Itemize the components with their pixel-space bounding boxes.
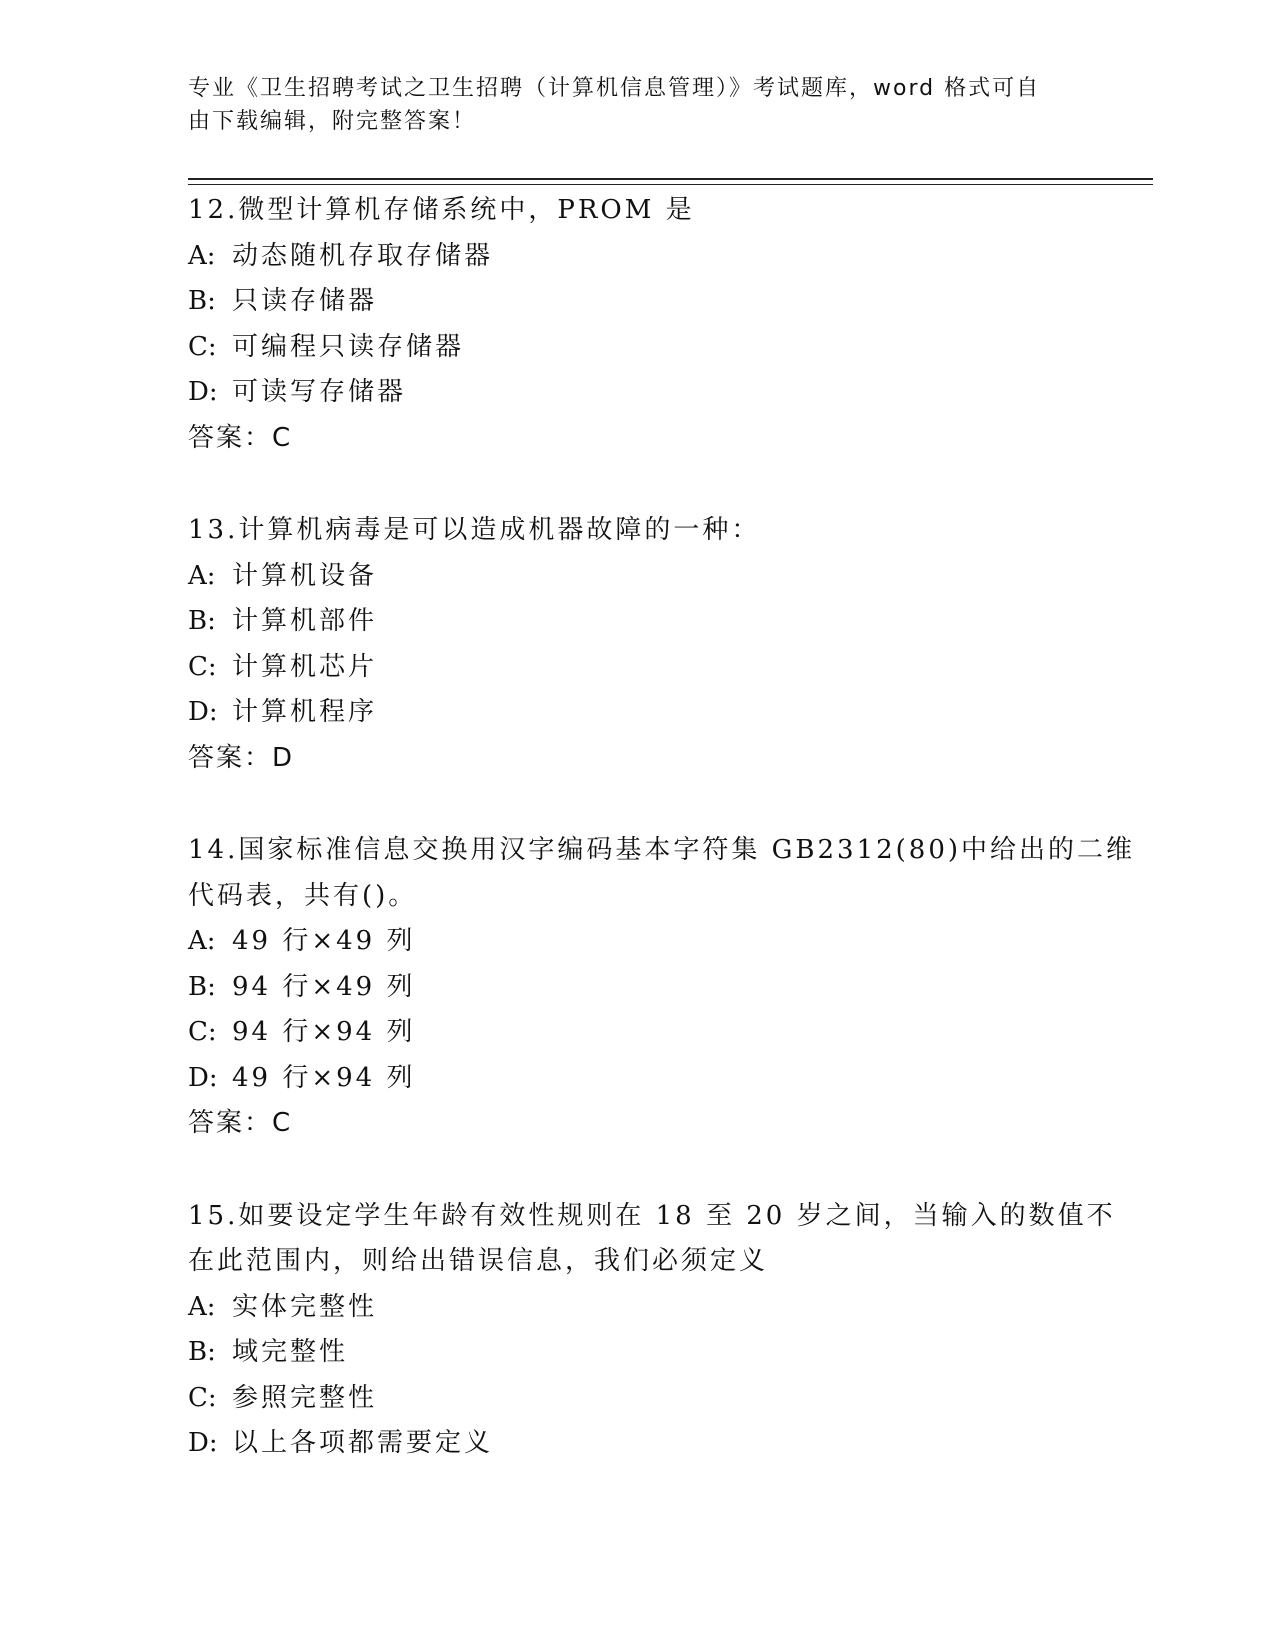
header-line-1: 专业《卫生招聘考试之卫生招聘（计算机信息管理）》考试题库，word 格式可自 [188, 76, 1041, 101]
option-text: 94 行×49 列 [232, 971, 416, 1002]
option-text: 计算机程序 [232, 697, 378, 727]
option-b [188, 1330, 1088, 1376]
option-a [188, 554, 1088, 600]
option-letter: B: [188, 971, 216, 1002]
question-stem-line-1: 15.如要设定学生年龄有效性规则在 18 至 20 岁之间，当输入的数值不 [188, 1200, 1116, 1231]
question-stem: 12.微型计算机存储系统中，PROM 是 [188, 195, 695, 225]
document-header [188, 72, 1088, 138]
header-line-2: 由下载编辑，附完整答案！ [188, 109, 477, 134]
option-letter: D: [188, 697, 218, 727]
option-a [188, 1285, 1088, 1331]
question-stem-line-2: 代码表，共有()。 [188, 880, 418, 911]
option-text: 计算机部件 [232, 606, 378, 636]
option-letter: D: [188, 1428, 218, 1458]
question-list [188, 188, 1136, 1514]
option-letter: C: [188, 1017, 217, 1047]
option-text: 可读写存储器 [232, 377, 407, 407]
option-letter: A: [188, 1291, 216, 1322]
question-14 [188, 828, 1136, 1147]
option-letter: C: [188, 651, 217, 682]
option-letter: D: [188, 1062, 218, 1093]
option-d [188, 1421, 1088, 1467]
option-letter: B: [188, 286, 216, 316]
option-text: 计算机芯片 [232, 651, 378, 682]
option-text: 以上各项都需要定义 [232, 1428, 494, 1458]
option-letter: A: [188, 560, 216, 591]
option-a [188, 919, 1088, 965]
option-text: 只读存储器 [232, 286, 378, 316]
header-divider-thin [188, 184, 1153, 185]
option-b [188, 965, 1088, 1011]
option-letter: A: [188, 240, 216, 271]
option-text: 可编程只读存储器 [232, 331, 465, 362]
answer-line: 答案：D [188, 742, 295, 773]
option-c [188, 325, 1088, 371]
option-b [188, 599, 1088, 645]
option-text: 域完整性 [232, 1337, 349, 1367]
option-letter: B: [188, 1337, 216, 1367]
option-a [188, 234, 1088, 280]
option-letter: B: [188, 606, 216, 636]
question-15 [188, 1194, 1116, 1467]
option-letter: C: [188, 331, 217, 362]
question-12 [188, 188, 1088, 461]
option-d [188, 1056, 1088, 1102]
option-text: 动态随机存取存储器 [232, 240, 494, 271]
question-stem-line-1: 14.国家标准信息交换用汉字编码基本字符集 GB2312(80)中给出的二维 [188, 835, 1136, 865]
question-stem: 13.计算机病毒是可以造成机器故障的一种： [188, 515, 761, 545]
option-d [188, 370, 1088, 416]
option-c [188, 1010, 1088, 1056]
option-text: 49 行×94 列 [232, 1062, 416, 1093]
option-text: 49 行×49 列 [232, 926, 416, 956]
option-letter: D: [188, 377, 218, 407]
option-letter: A: [188, 926, 216, 956]
answer-line: 答案：C [188, 422, 293, 453]
option-c [188, 1376, 1088, 1422]
option-d [188, 690, 1088, 736]
header-divider-thick [188, 178, 1153, 180]
option-b [188, 279, 1088, 325]
option-text: 94 行×94 列 [232, 1017, 416, 1047]
option-text: 计算机设备 [232, 560, 378, 591]
question-stem-line-2: 在此范围内，则给出错误信息，我们必须定义 [188, 1246, 769, 1276]
question-13 [188, 508, 1088, 781]
option-letter: C: [188, 1382, 217, 1413]
option-text: 参照完整性 [232, 1382, 378, 1413]
option-c [188, 645, 1088, 691]
answer-line: 答案：C [188, 1108, 293, 1138]
option-text: 实体完整性 [232, 1291, 378, 1322]
